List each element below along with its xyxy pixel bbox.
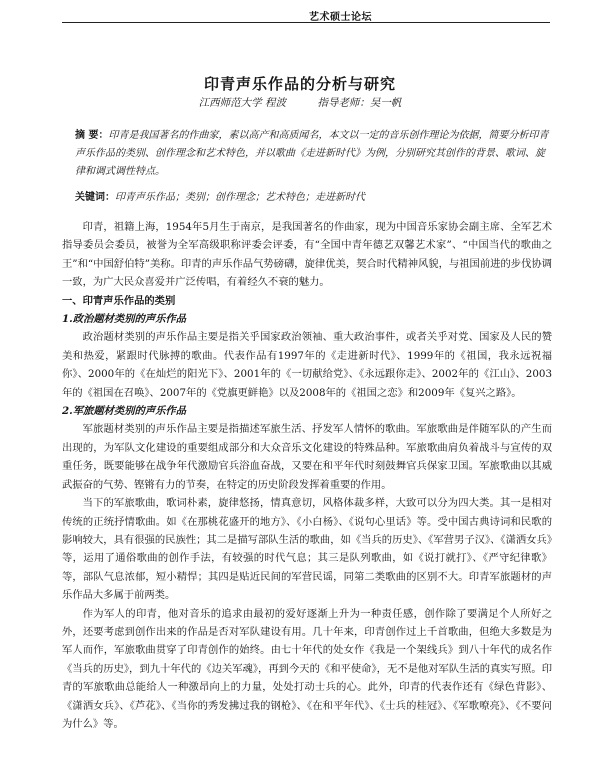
keywords-text: 印青声乐作品；类别；创作理念；艺术特色；走进新时代 (115, 192, 365, 203)
paragraph-intro: 印青，祖籍上海，1954年5月生于南京，是我国著名的作曲家，现为中国音乐家协会副主席、全军艺术指导委员会委员，被誉为全军高级职称评委会评委，有“全国中青年德艺双馨艺术家”、“中国当代的歌曲之王”和“中国舒伯特”美称。印青的声乐作品气势磅礴，旋律优美，契合时代精神风貌，与祖国前进的步伐协调一致，为广大民众喜爱并广泛传唱，有着经久不衰的魅力。 (62, 221, 552, 289)
subsection-heading-military: 2.军旅题材类别的声乐作品 (62, 405, 187, 418)
paragraph-career: 作为军人的印青，他对音乐的追求由最初的爱好逐渐上升为一种责任感，创作除了要满足个人所好之外，还要考虑到创作出来的作品是否对军队建设有用。几十年来，印青创作过上千首歌曲，但绝大多数是为军人而作，军旅歌曲贯穿了印青创作的始终。由七十年代的处女作《我是一个架线兵》到八十年代的成名作《当兵的历史》，到九十年代的《边关军魂》，再到今天的《和平使命》，无不是他对军队生活的真实写照。印青的军旅歌曲总能给人一种激昂向上的力量，处处打动士兵的心。此外，印青的代表作还有《绿色背影》、《潇洒女兵》、《芦花》、《当你的秀发拂过我的钢枪》、《在和平年代》、《士兵的桂冠》、《军歌嘹亮》、《不要问为什么》等。 (62, 607, 552, 730)
header-rule (62, 22, 550, 23)
paragraph-military: 军旅题材类别的声乐作品主要是指描述军旅生活、抒发军人情怀的歌曲。军旅歌曲是伴随军队的产生而出现的，为军队文化建设的重要组成部分和大众音乐文化建设的特殊品种。军旅歌曲肩负着战斗与宣传的双重任务，既要能够在战争年代激励官兵浴血奋战，又要在和平年代时刻鼓舞官兵保家卫国。军旅歌曲以其威武振奋的气势、铿锵有力的节奏，在特定的历史阶段发挥着重要的作用。 (62, 423, 552, 491)
journal-name: 艺术硕士论坛 (309, 12, 372, 23)
abstract-text: 印青是我国著名的作曲家，素以高产和高质闻名，本文以一定的音乐创作理论为依据，简要分析印青声乐作品的类别、创作理念和艺术特色，并以歌曲《走进新时代》为例，分别研究其创作的背景、歌词、旋律和调式调性特点。 (75, 130, 549, 177)
paper-title: 印青声乐作品的分析与研究 (203, 75, 396, 94)
section-heading: 一、印青声乐作品的类别 (62, 294, 176, 307)
author: 江西师范大学 程波 (198, 97, 286, 109)
byline (0, 95, 600, 110)
subsection-heading-political: 1.政治题材类别的声乐作品 (62, 313, 187, 326)
abstract (75, 127, 552, 181)
advisor: 指导老师：吴一帆 (317, 97, 402, 109)
paragraph-political: 政治题材类别的声乐作品主要是指关乎国家政治领袖、重大政治事件，或者关乎对党、国家及人民的赞美和热爱，紧跟时代脉搏的歌曲。代表作品有1997年的《走进新时代》、1999年的《祖国，我永远祝福你》、2000年的《在灿烂的阳光下》、2001年的《一切献给党》、《永远跟你走》、2002年的《江山》、2003年的《祖国在召唤》、2007年的《党旗更鲜艳》以及2008年的《祖国之恋》和2009年《复兴之路》。 (62, 331, 552, 399)
keywords-label: 关键词： (75, 192, 115, 203)
keywords (75, 188, 552, 203)
abstract-label: 摘 要： (75, 130, 109, 141)
paragraph-current: 当下的军旅歌曲，歌词朴素，旋律悠扬，情真意切，风格体裁多样，大致可以分为四大类。其一是相对传统的正统抒情歌曲。如《在那桃花盛开的地方》、《小白杨》、《说句心里话》等。受中国古典诗词和民歌的影响较大，具有很强的民族性；其二是描写部队生活的歌曲，如《当兵的历史》、《军营男子汉》、《潇洒女兵》等，运用了通俗歌曲的创作手法，有较强的时代气息；其三是队列歌曲，如《说打就打》、《严守纪律歌》等，部队气息浓郁，短小精悍；其四是贴近民间的军营民谣，同第二类歌曲的区别不大。印青军旅题材的声乐作品大多属于前两类。 (62, 497, 552, 602)
body-text (62, 218, 552, 733)
